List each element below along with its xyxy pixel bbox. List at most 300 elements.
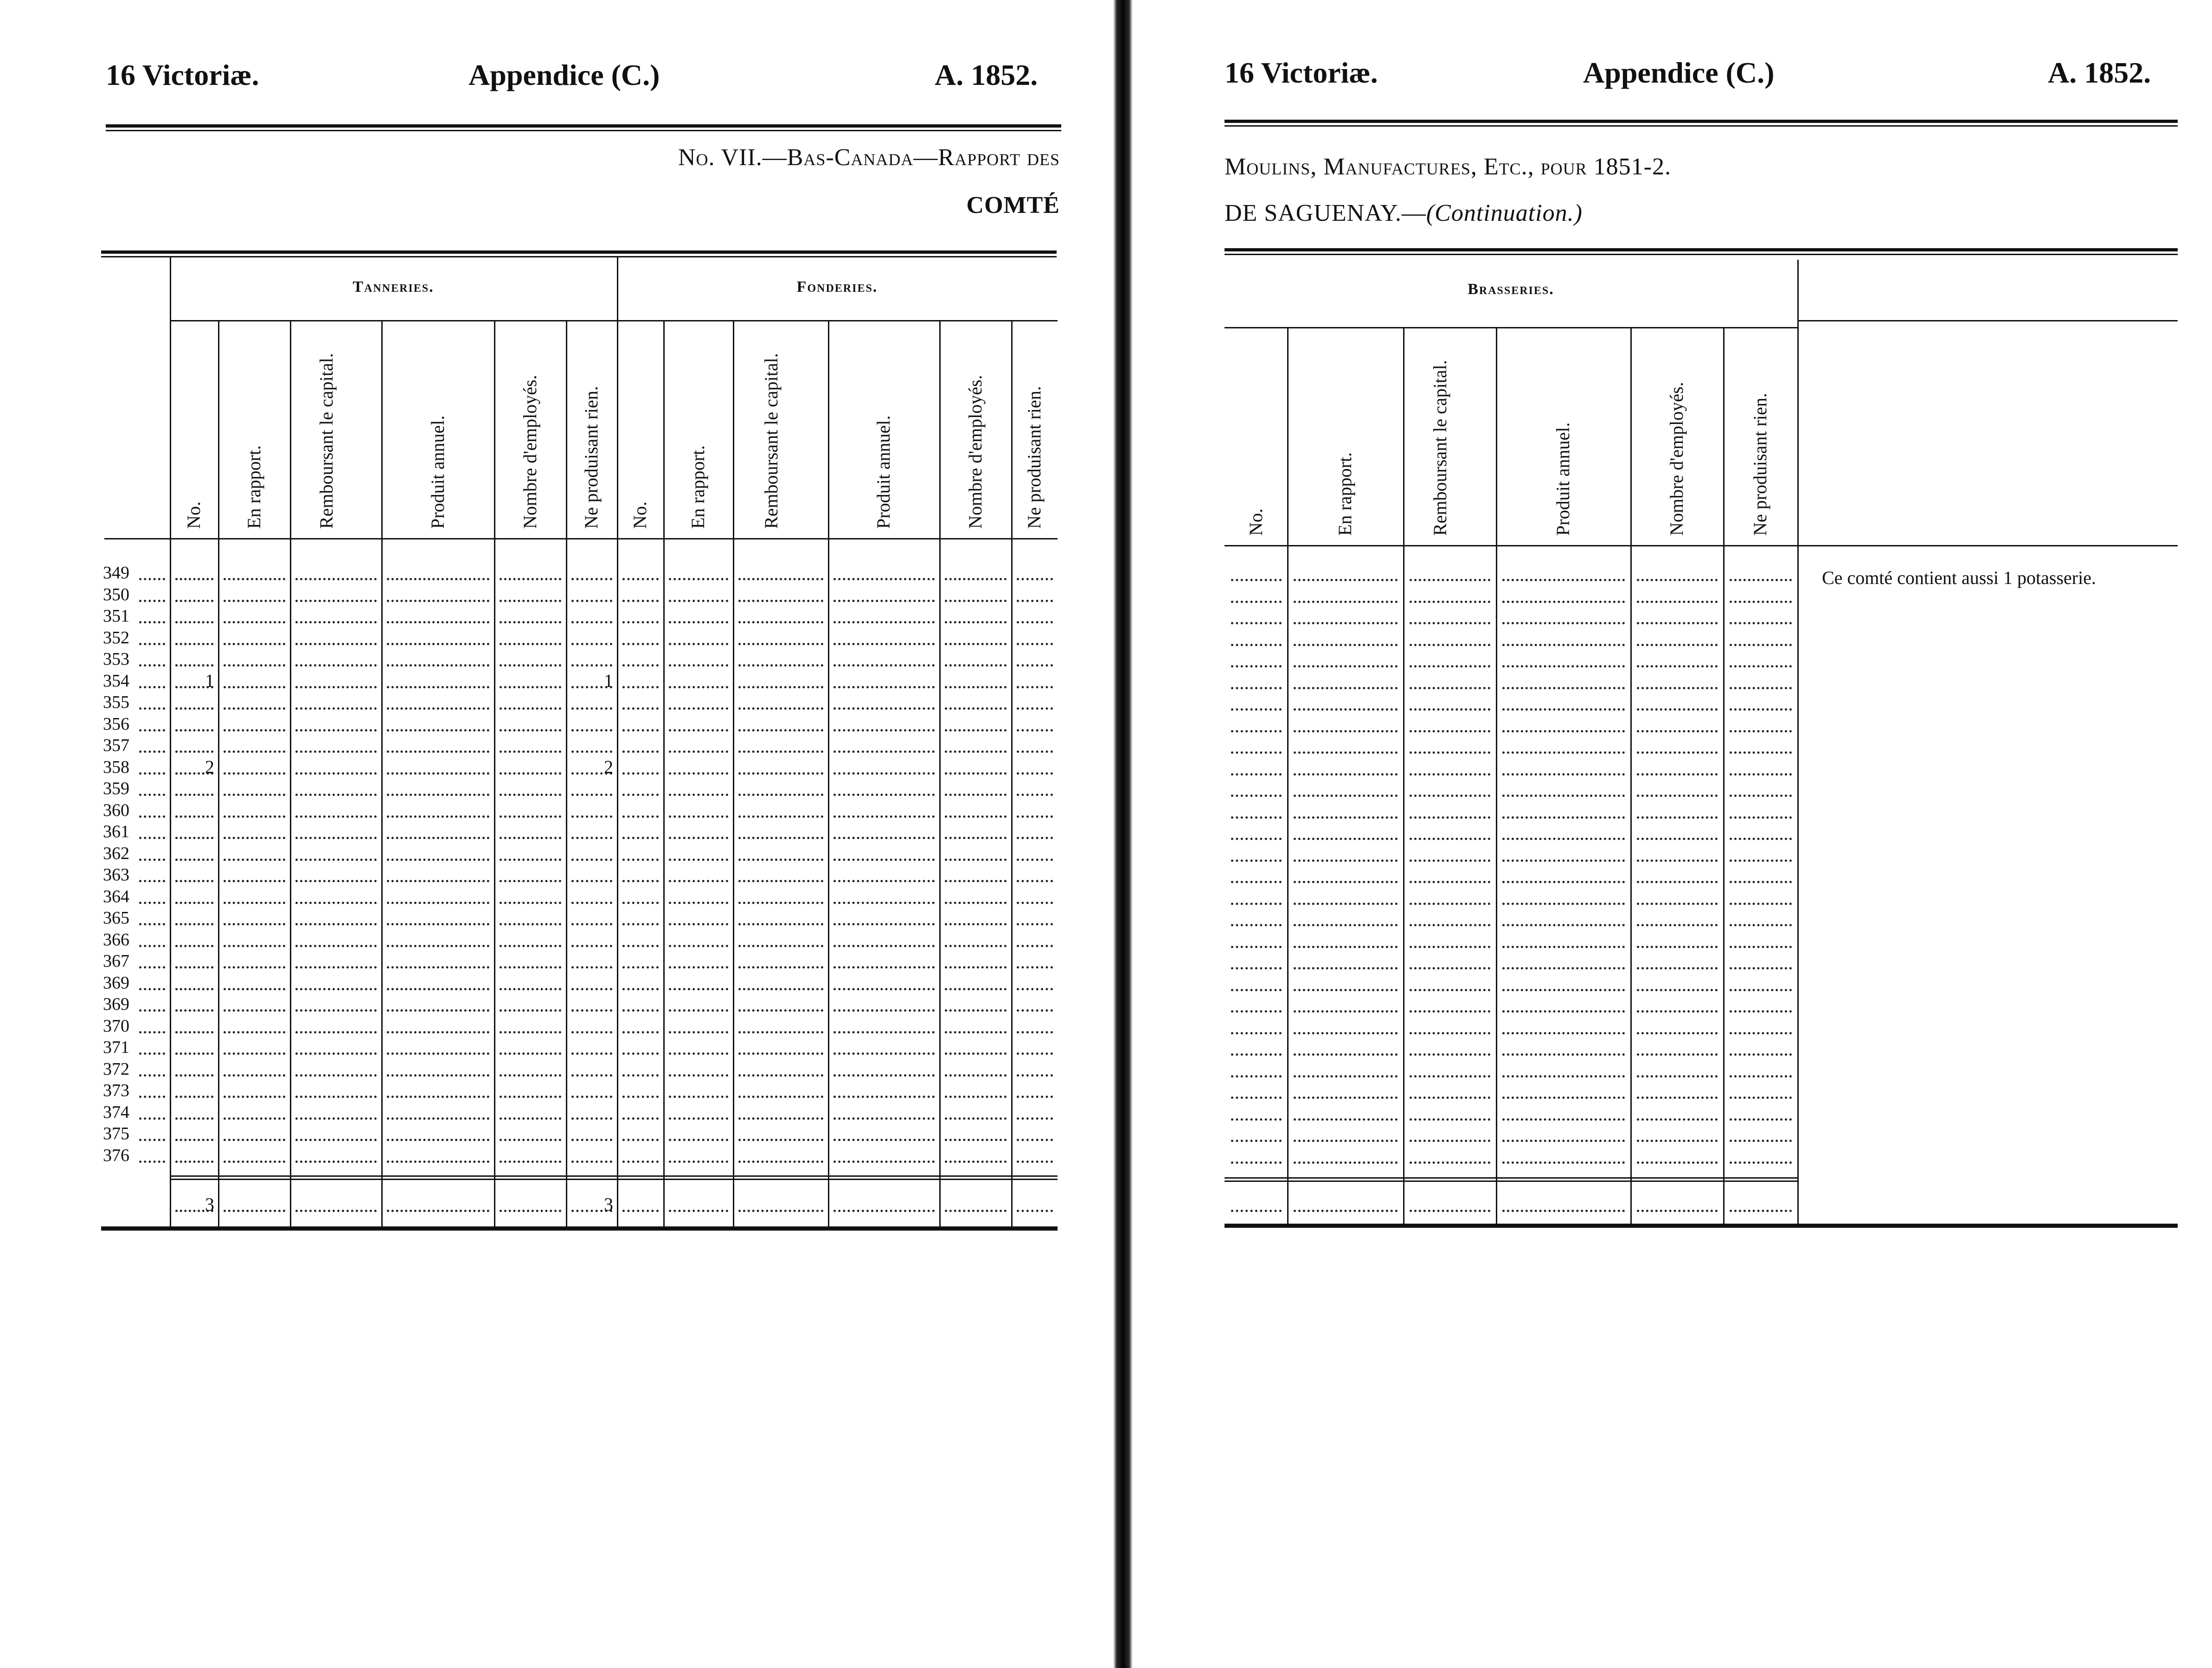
total-rule-2 (170, 1179, 1058, 1180)
dotted-cell (669, 815, 728, 818)
dotted-cell (669, 1031, 728, 1033)
dotted-cell (738, 945, 823, 947)
row-number: 367 (103, 951, 129, 971)
dotted-cell (295, 837, 377, 839)
dotted-cell (1231, 838, 1282, 840)
dotted-cell (1410, 860, 1490, 862)
column-divider (290, 320, 291, 1226)
head-rule (106, 124, 1061, 128)
dotted-cell (1294, 967, 1398, 969)
column-header: Remboursant le capital. (760, 353, 782, 529)
dotted-cell (945, 643, 1007, 645)
dotted-cell (1294, 708, 1398, 711)
dotted-cell (945, 1074, 1007, 1077)
dotted-cell (175, 578, 213, 580)
row-leader (139, 1074, 165, 1077)
dotted-cell (622, 578, 659, 580)
column-header: No. (629, 501, 650, 529)
dotted-cell (1231, 1140, 1282, 1142)
dotted-cell (1502, 816, 1625, 819)
header-bottom-rule (104, 538, 1058, 539)
dotted-cell (1410, 579, 1490, 581)
dotted-cell (387, 1009, 489, 1012)
dotted-cell (224, 988, 285, 990)
dotted-cell (571, 1052, 612, 1055)
dotted-cell (1231, 687, 1282, 689)
dotted-cell (175, 664, 213, 667)
dotted-cell (669, 880, 728, 882)
row-leader (139, 751, 165, 753)
dotted-cell (1017, 966, 1053, 969)
row-number: 349 (103, 563, 129, 583)
table-top-rule (101, 250, 1057, 254)
cell-value: 2 (604, 756, 613, 777)
dotted-cell (738, 772, 823, 775)
column-header: No. (1245, 508, 1266, 536)
dotted-cell (622, 1052, 659, 1055)
dotted-cell (387, 1117, 489, 1120)
dotted-cell (834, 1139, 935, 1141)
dotted-cell (1637, 989, 1718, 991)
row-leader (139, 902, 165, 904)
dotted-cell (669, 923, 728, 925)
dotted-cell (669, 1117, 728, 1120)
dotted-cell (1294, 1032, 1398, 1034)
row-leader (139, 815, 165, 818)
dotted-cell (1294, 838, 1398, 840)
row-leader (139, 707, 165, 710)
dotted-cell (738, 643, 823, 645)
dotted-cell (738, 1096, 823, 1098)
dotted-cell (1502, 1032, 1625, 1034)
dotted-cell (1017, 794, 1053, 796)
dotted-cell (387, 686, 489, 688)
dotted-cell (738, 1139, 823, 1141)
dotted-cell (1410, 838, 1490, 840)
column-header: En rapport. (687, 445, 708, 529)
dotted-cell (1637, 1140, 1718, 1142)
row-number: 362 (103, 843, 129, 863)
dotted-cell (738, 988, 823, 990)
dotted-cell (945, 621, 1007, 623)
column-divider (1011, 320, 1013, 1226)
row-number: 354 (103, 671, 129, 691)
dotted-cell (571, 1161, 612, 1163)
dotted-cell (571, 988, 612, 990)
dotted-cell (175, 600, 213, 602)
dotted-cell (224, 837, 285, 839)
dotted-cell (1410, 1210, 1490, 1212)
dotted-cell (834, 729, 935, 731)
side-column-rule (1797, 320, 2178, 321)
dotted-cell (1410, 967, 1490, 969)
dotted-cell (669, 664, 728, 667)
dotted-cell (622, 815, 659, 818)
dotted-cell (1294, 1140, 1398, 1142)
row-leader (139, 600, 165, 602)
dotted-cell (387, 772, 489, 775)
dotted-cell (669, 1096, 728, 1098)
dotted-cell (1294, 860, 1398, 862)
row-leader (139, 880, 165, 882)
dotted-cell (1502, 730, 1625, 732)
row-leader (139, 772, 165, 775)
dotted-cell (500, 815, 561, 818)
dotted-cell (669, 966, 728, 969)
dotted-cell (500, 1210, 561, 1212)
running-head-right: A. 1852. (2048, 56, 2151, 89)
column-header: Remboursant le capital. (315, 353, 337, 529)
dotted-cell (387, 923, 489, 925)
dotted-cell (1502, 644, 1625, 646)
dotted-cell (1017, 643, 1053, 645)
dotted-cell (1730, 1053, 1792, 1056)
dotted-cell (669, 1139, 728, 1141)
dotted-cell (738, 794, 823, 796)
dotted-cell (1637, 1075, 1718, 1078)
group-label-tanneries: Tanneries. (353, 278, 434, 295)
dotted-cell (738, 664, 823, 667)
dotted-cell (738, 902, 823, 904)
dotted-cell (738, 837, 823, 839)
dotted-cell (1231, 665, 1282, 667)
dotted-cell (295, 600, 377, 602)
column-header: Produit annuel. (427, 415, 448, 529)
dotted-cell (669, 1074, 728, 1077)
running-head-center: Appendice (C.) (1583, 56, 1775, 89)
dotted-cell (945, 751, 1007, 753)
dotted-cell (175, 729, 213, 731)
dotted-cell (1637, 860, 1718, 862)
dotted-cell (1017, 751, 1053, 753)
dotted-cell (834, 600, 935, 602)
cell-value: 2 (205, 756, 214, 777)
row-leader (139, 664, 165, 667)
column-header: Remboursant le capital. (1430, 360, 1450, 536)
dotted-cell (224, 966, 285, 969)
dotted-cell (945, 945, 1007, 947)
running-head-right: A. 1852. (935, 58, 1038, 91)
dotted-cell (387, 1031, 489, 1033)
group-underline (1225, 327, 1797, 328)
dotted-cell (387, 1161, 489, 1163)
dotted-cell (1730, 881, 1792, 883)
dotted-cell (1231, 751, 1282, 754)
dotted-cell (1231, 860, 1282, 862)
dotted-cell (834, 988, 935, 990)
column-divider (1287, 327, 1289, 1224)
column-header: Nombre d'employés. (964, 375, 986, 529)
dotted-cell (1017, 923, 1053, 925)
dotted-cell (1017, 1117, 1053, 1120)
cell-value: 1 (604, 670, 613, 691)
dotted-cell (945, 1161, 1007, 1163)
dotted-cell (1637, 665, 1718, 667)
dotted-cell (175, 1009, 213, 1012)
dotted-cell (1637, 601, 1718, 603)
dotted-cell (387, 1096, 489, 1098)
dotted-cell (945, 988, 1007, 990)
dotted-cell (571, 880, 612, 882)
dotted-cell (1410, 816, 1490, 819)
dotted-cell (1410, 795, 1490, 797)
dotted-cell (500, 707, 561, 710)
dotted-cell (622, 664, 659, 667)
row-leader (139, 643, 165, 645)
dotted-cell (1410, 665, 1490, 667)
dotted-cell (945, 1009, 1007, 1012)
dotted-cell (1502, 967, 1625, 969)
dotted-cell (834, 621, 935, 623)
row-number: 359 (103, 779, 129, 798)
dotted-cell (1294, 1118, 1398, 1121)
dotted-cell (1294, 946, 1398, 948)
dotted-cell (1730, 816, 1792, 819)
dotted-cell (500, 729, 561, 731)
dotted-cell (500, 859, 561, 861)
dotted-cell (1637, 795, 1718, 797)
dotted-cell (571, 837, 612, 839)
dotted-cell (1730, 708, 1792, 711)
dotted-cell (224, 1117, 285, 1120)
dotted-cell (1294, 687, 1398, 689)
dotted-cell (738, 751, 823, 753)
dotted-cell (224, 1074, 285, 1077)
row-number: 355 (103, 693, 129, 712)
dotted-cell (387, 621, 489, 623)
dotted-cell (945, 859, 1007, 861)
dotted-cell (1730, 751, 1792, 754)
dotted-cell (1231, 967, 1282, 969)
dotted-cell (224, 751, 285, 753)
total-rule-2 (1225, 1180, 1797, 1182)
dotted-cell (1294, 751, 1398, 754)
dotted-cell (1231, 1032, 1282, 1034)
dotted-cell (1410, 1118, 1490, 1121)
dotted-cell (1637, 687, 1718, 689)
row-number: 357 (103, 736, 129, 755)
dotted-cell (669, 988, 728, 990)
dotted-cell (1017, 664, 1053, 667)
dotted-cell (834, 686, 935, 688)
dotted-cell (175, 1139, 213, 1141)
dotted-cell (387, 859, 489, 861)
dotted-cell (834, 794, 935, 796)
row-number: 356 (103, 714, 129, 734)
dotted-cell (1017, 1210, 1053, 1212)
dotted-cell (387, 880, 489, 882)
dotted-cell (175, 880, 213, 882)
dotted-cell (1730, 1010, 1792, 1013)
row-leader (139, 859, 165, 861)
dotted-cell (945, 837, 1007, 839)
dotted-cell (1502, 1075, 1625, 1078)
dotted-cell (1502, 665, 1625, 667)
dotted-cell (295, 880, 377, 882)
dotted-cell (1231, 989, 1282, 991)
dotted-cell (1637, 730, 1718, 732)
dotted-cell (387, 794, 489, 796)
column-divider (381, 320, 383, 1226)
group-divider (170, 257, 171, 1226)
dotted-cell (622, 988, 659, 990)
dotted-cell (1637, 1032, 1718, 1034)
dotted-cell (945, 1210, 1007, 1212)
dotted-cell (622, 1009, 659, 1012)
dotted-cell (500, 794, 561, 796)
dotted-cell (1017, 1096, 1053, 1098)
dotted-cell (1730, 924, 1792, 926)
dotted-cell (738, 966, 823, 969)
dotted-cell (1730, 579, 1792, 581)
dotted-cell (738, 1009, 823, 1012)
dotted-cell (1730, 1032, 1792, 1034)
dotted-cell (1502, 687, 1625, 689)
dotted-cell (834, 1009, 935, 1012)
dotted-cell (175, 945, 213, 947)
dotted-cell (387, 664, 489, 667)
dotted-cell (834, 664, 935, 667)
dotted-cell (500, 1161, 561, 1163)
column-divider (939, 320, 941, 1226)
dotted-cell (1017, 837, 1053, 839)
dotted-cell (1502, 1010, 1625, 1013)
dotted-cell (571, 621, 612, 623)
dotted-cell (738, 859, 823, 861)
dotted-cell (622, 686, 659, 688)
dotted-cell (175, 966, 213, 969)
dotted-cell (1502, 773, 1625, 776)
dotted-cell (1637, 579, 1718, 581)
dotted-cell (669, 707, 728, 710)
dotted-cell (1017, 707, 1053, 710)
dotted-cell (1730, 967, 1792, 969)
dotted-cell (295, 923, 377, 925)
dotted-cell (1410, 1097, 1490, 1099)
dotted-cell (1730, 1140, 1792, 1142)
dotted-cell (1502, 860, 1625, 862)
dotted-cell (500, 1074, 561, 1077)
continuation-label: (Continuation.) (1426, 200, 1583, 226)
dotted-cell (669, 794, 728, 796)
dotted-cell (1637, 1161, 1718, 1164)
table-bottom-rule (101, 1226, 1058, 1231)
dotted-cell (1730, 860, 1792, 862)
dotted-cell (622, 880, 659, 882)
dotted-cell (500, 945, 561, 947)
dotted-cell (1231, 1075, 1282, 1078)
dotted-cell (738, 815, 823, 818)
dotted-cell (295, 751, 377, 753)
row-number: 376 (103, 1145, 129, 1165)
dotted-cell (387, 729, 489, 731)
dotted-cell (945, 902, 1007, 904)
row-number: 372 (103, 1059, 129, 1079)
dotted-cell (1410, 687, 1490, 689)
dotted-cell (622, 751, 659, 753)
dotted-cell (669, 772, 728, 775)
dotted-cell (834, 1096, 935, 1098)
dotted-cell (1294, 1010, 1398, 1013)
dotted-cell (669, 859, 728, 861)
row-leader (139, 1117, 165, 1120)
dotted-cell (571, 923, 612, 925)
dotted-cell (1410, 644, 1490, 646)
dotted-cell (1231, 795, 1282, 797)
row-number: 375 (103, 1124, 129, 1143)
column-header: Ne produisant rien. (581, 386, 602, 529)
dotted-cell (571, 729, 612, 731)
county-label: COMTÉ (966, 192, 1060, 218)
dotted-cell (500, 643, 561, 645)
dotted-cell (1637, 1010, 1718, 1013)
dotted-cell (622, 643, 659, 645)
row-number: 350 (103, 584, 129, 604)
dotted-cell (500, 923, 561, 925)
dotted-cell (1410, 1032, 1490, 1034)
dotted-cell (1410, 1075, 1490, 1078)
dotted-cell (945, 664, 1007, 667)
dotted-cell (622, 1210, 659, 1212)
column-divider (1723, 327, 1725, 1224)
dotted-cell (669, 1210, 728, 1212)
dotted-cell (1231, 730, 1282, 732)
row-number: 369 (103, 973, 129, 993)
row-number: 373 (103, 1081, 129, 1100)
dotted-cell (175, 794, 213, 796)
dotted-cell (1637, 967, 1718, 969)
dotted-cell (1637, 1097, 1718, 1099)
dotted-cell (1294, 601, 1398, 603)
dotted-cell (571, 643, 612, 645)
group-divider (617, 257, 618, 1226)
dotted-cell (834, 643, 935, 645)
dotted-cell (1502, 795, 1625, 797)
dotted-cell (1502, 1053, 1625, 1056)
dotted-cell (1017, 1074, 1053, 1077)
dotted-cell (738, 621, 823, 623)
dotted-cell (571, 945, 612, 947)
dotted-cell (295, 794, 377, 796)
dotted-cell (669, 1009, 728, 1012)
dotted-cell (1730, 989, 1792, 991)
dotted-cell (571, 751, 612, 753)
dotted-cell (1231, 924, 1282, 926)
dotted-cell (1410, 924, 1490, 926)
dotted-cell (1637, 1118, 1718, 1121)
dotted-cell (1502, 903, 1625, 905)
dotted-cell (1294, 881, 1398, 883)
dotted-cell (834, 1161, 935, 1163)
dotted-cell (387, 1139, 489, 1141)
dotted-cell (224, 621, 285, 623)
column-divider (218, 320, 219, 1226)
dotted-cell (945, 1096, 1007, 1098)
column-header: Ne produisant rien. (1024, 386, 1045, 529)
dotted-cell (295, 578, 377, 580)
dotted-cell (387, 707, 489, 710)
dotted-cell (571, 859, 612, 861)
dotted-cell (1637, 903, 1718, 905)
dotted-cell (1637, 1210, 1718, 1212)
dotted-cell (1730, 622, 1792, 624)
dotted-cell (295, 859, 377, 861)
dotted-cell (224, 815, 285, 818)
row-number: 363 (103, 865, 129, 885)
dotted-cell (571, 815, 612, 818)
dotted-cell (500, 902, 561, 904)
dotted-cell (738, 923, 823, 925)
